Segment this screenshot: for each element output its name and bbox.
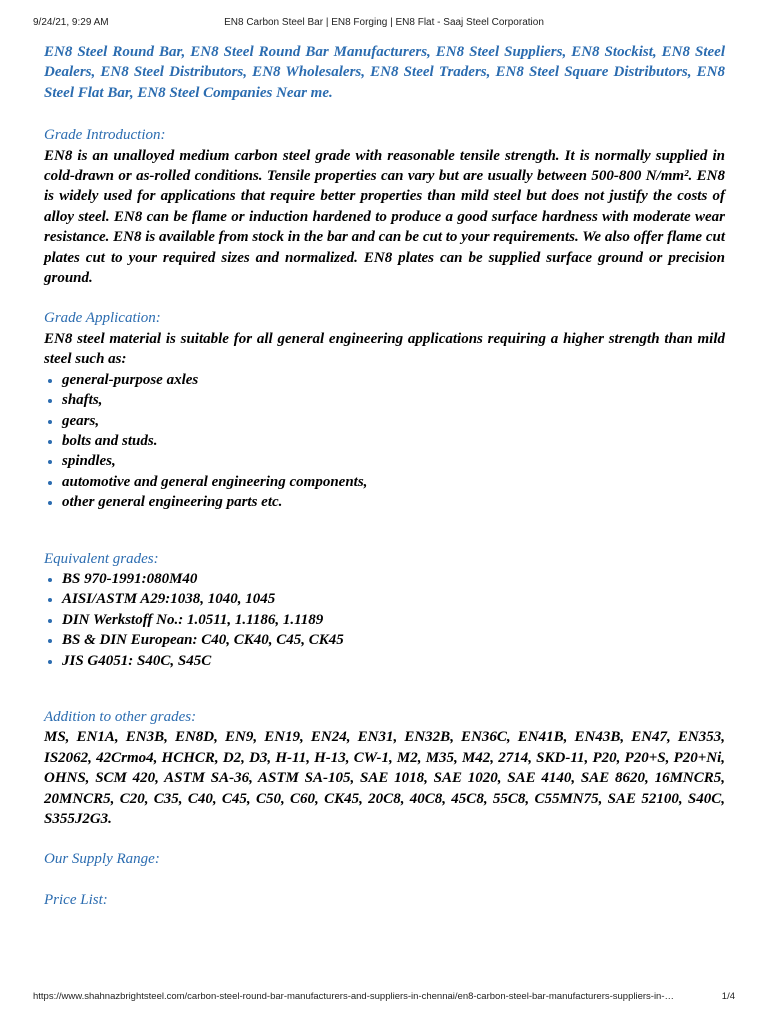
- application-list: [44, 370, 725, 513]
- page-number: 1/4: [721, 991, 735, 1002]
- list-item: BS 970-1991:080M40: [44, 569, 725, 589]
- list-item: spindles,: [44, 451, 725, 471]
- supply-range-heading: Our Supply Range:: [44, 851, 160, 868]
- other-grades-heading: Addition to other grades:: [44, 708, 197, 725]
- bullet-icon: [48, 578, 52, 582]
- list-item: DIN Werkstoff No.: 1.0511, 1.1186, 1.1189: [44, 610, 725, 630]
- list-item: gears,: [44, 411, 725, 431]
- price-list-heading: Price List:: [44, 891, 108, 908]
- bullet-icon: [48, 440, 52, 444]
- print-date: 9/24/21, 9:29 AM: [33, 17, 109, 28]
- other-grades-text: MS, EN1A, EN3B, EN8D, EN9, EN19, EN24, EN31, EN32B, EN36C, EN41B, EN43B, EN47, EN353, IS2062, 42Crmo4, HCHCR, D2, D3, H-11, H-13, CW-1, M2, M35, M42, 2714, SKD-11, P20, P20+S, P20+Ni, OHNS, SCM 420, ASTM SA-36, ASTM SA-105, SAE 1018, SAE 1020, SAE 4140, SAE 8620, 16MNCR5, 20MNCR5, C20, C35, C40, C45, C50, C60, CK45, 20C8, 40C8, 45C8, 55C8, C55MN75, SAE 52100, S40C, S355J2G3.: [44, 729, 725, 827]
- list-item: other general engineering parts etc.: [44, 492, 725, 512]
- grade-introduction-text: EN8 is an unalloyed medium carbon steel grade with reasonable tensile strength. It is normally supplied in cold-drawn or as-rolled conditions. Tensile properties can vary but are usually between 500-800 N/mm². EN8 is widely used for applications that require better properties than mild steel but does not justify the costs of alloy steel. EN8 can be flame or induction hardened to produce a good surface hardness with moderate wear resistance. EN8 is available from stock in the bar and can be cut to your requirements. We also offer flame cut plates cut to your required sizes and normalized. EN8 plates can be supplied surface ground or precision ground.: [44, 147, 725, 287]
- grade-application-text: EN8 steel material is suitable for all general engineering applications requiring a higher strength than mild steel such as:: [44, 330, 725, 368]
- grade-introduction-heading: Grade Introduction:: [44, 127, 166, 144]
- equivalent-grades-list: [44, 569, 725, 671]
- grade-application-heading: Grade Application:: [44, 310, 161, 327]
- bullet-icon: [48, 639, 52, 643]
- keyword-links[interactable]: EN8 Steel Round Bar, EN8 Steel Round Bar Manufacturers, EN8 Steel Suppliers, EN8 Stockist, EN8 Steel Dealers, EN8 Steel Distributors, EN8 Wholesalers, EN8 Steel Traders, EN8 Steel Square Distributors, EN8 Steel Flat Bar, EN8 Steel Companies Near me.: [44, 44, 725, 101]
- page-url: https://www.shahnazbrightsteel.com/carbon-steel-round-bar-manufacturers-and-suppliers-in-chennai/en8-carbon-steel-bar-manufacturers-suppliers-in-…: [33, 991, 675, 1002]
- bullet-icon: [48, 379, 52, 383]
- bullet-icon: [48, 481, 52, 485]
- bullet-icon: [48, 501, 52, 505]
- list-item: automotive and general engineering components,: [44, 472, 725, 492]
- equivalent-grades-heading: Equivalent grades:: [44, 550, 159, 567]
- list-item: bolts and studs.: [44, 431, 725, 451]
- list-item: JIS G4051: S40C, S45C: [44, 651, 725, 671]
- page-content: [44, 42, 725, 910]
- bullet-icon: [48, 660, 52, 664]
- list-item: general-purpose axles: [44, 370, 725, 390]
- bullet-icon: [48, 399, 52, 403]
- bullet-icon: [48, 460, 52, 464]
- bullet-icon: [48, 598, 52, 602]
- print-page-title: EN8 Carbon Steel Bar | EN8 Forging | EN8 Flat - Saaj Steel Corporation: [224, 17, 544, 28]
- bullet-icon: [48, 619, 52, 623]
- list-item: BS & DIN European: C40, CK40, C45, CK45: [44, 630, 725, 650]
- print-header: [33, 17, 735, 31]
- list-item: AISI/ASTM A29:1038, 1040, 1045: [44, 589, 725, 609]
- bullet-icon: [48, 420, 52, 424]
- print-footer: [33, 991, 735, 1005]
- list-item: shafts,: [44, 390, 725, 410]
